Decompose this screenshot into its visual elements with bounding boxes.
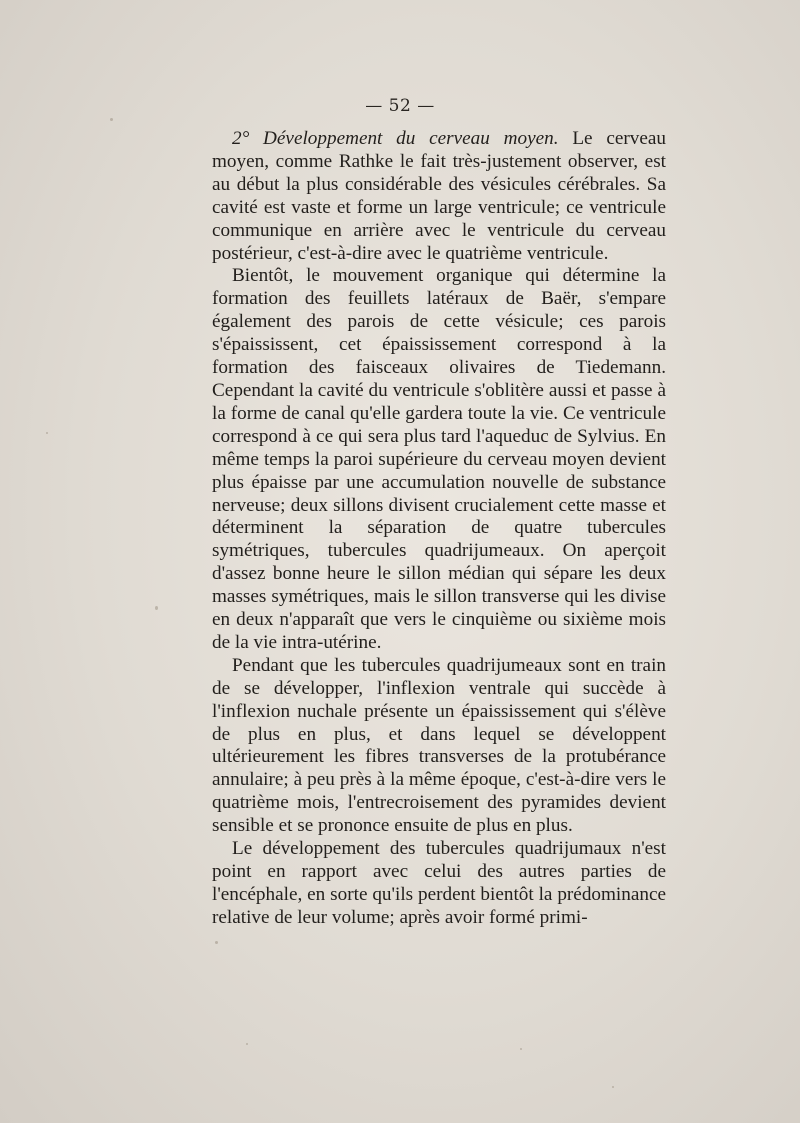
paragraph-text: Bientôt, le mouvement organique qui détermine la formation des feuillets latéraux de Baër, s'empare également des parois de cette vésicule; ces parois s'épaississent, cet épaississement correspond à la formation des faisceaux olivaires de Tiedemann. Cependant la cavité du ventricule s'oblitère aussi et passe à la forme de canal qu'elle gardera toute la vie. Ce ventricule correspond à ce qui sera plus tard l'aqueduc de Sylvius. En même temps la paroi supérieure du cerveau moyen devient plus épaisse par une accumulation nouvelle de substance nerveuse; deux sillons divisent crucialement cette masse et déterminent la séparation de quatre tubercules symétriques, tubercules quadrijumeaux. On aperçoit d'assez bonne heure le sillon médian qui sépare les deux masses symétriques, mais le sillon transverse qui les divise en deux n'apparaît que vers le cinquième ou sixième mois de la vie intra-utérine. <box>212 265 666 653</box>
paper-speck <box>246 1043 248 1045</box>
body-text <box>212 128 666 930</box>
paragraph-4 <box>212 838 666 930</box>
paper-speck <box>110 118 113 121</box>
paper-speck <box>215 941 218 944</box>
paragraph-2 <box>212 265 666 654</box>
paragraph-1 <box>212 128 666 265</box>
paper-speck <box>520 1048 522 1050</box>
paper-speck <box>46 432 48 434</box>
paragraph-3 <box>212 655 666 838</box>
paper-speck <box>612 1086 614 1088</box>
paragraph-text: Le cerveau moyen, comme Rathke le fait très-justement observer, est au début la plus considérable des vésicules cérébrales. Sa cavité est vaste et forme un large ventricule; ce ventricule communique en arrière avec le ventricule du cerveau postérieur, c'est-à-dire avec le quatrième ventricule. <box>212 128 666 264</box>
paragraph-text: Le développement des tubercules quadrijumaux n'est point en rapport avec celui des autres parties de l'encéphale, en sorte qu'ils perdent bientôt la prédominance relative de leur volume; après avoir formé primi- <box>212 838 666 928</box>
section-heading: 2° Développement du cerveau moyen. <box>232 128 559 149</box>
paper-speck <box>155 606 158 610</box>
page-number: — 52 — <box>365 96 435 116</box>
paragraph-text: Pendant que les tubercules quadrijumeaux sont en train de se développer, l'inflexion ventrale qui succède à l'inflexion nuchale présente un épaississement qui s'élève de plus en plus, et dans lequel se développent ultérieurement les fibres transverses de la protubérance annulaire; à peu près à la même époque, c'est-à-dire vers le quatrième mois, l'entrecroisement des pyramides devient sensible et se prononce ensuite de plus en plus. <box>212 654 666 837</box>
